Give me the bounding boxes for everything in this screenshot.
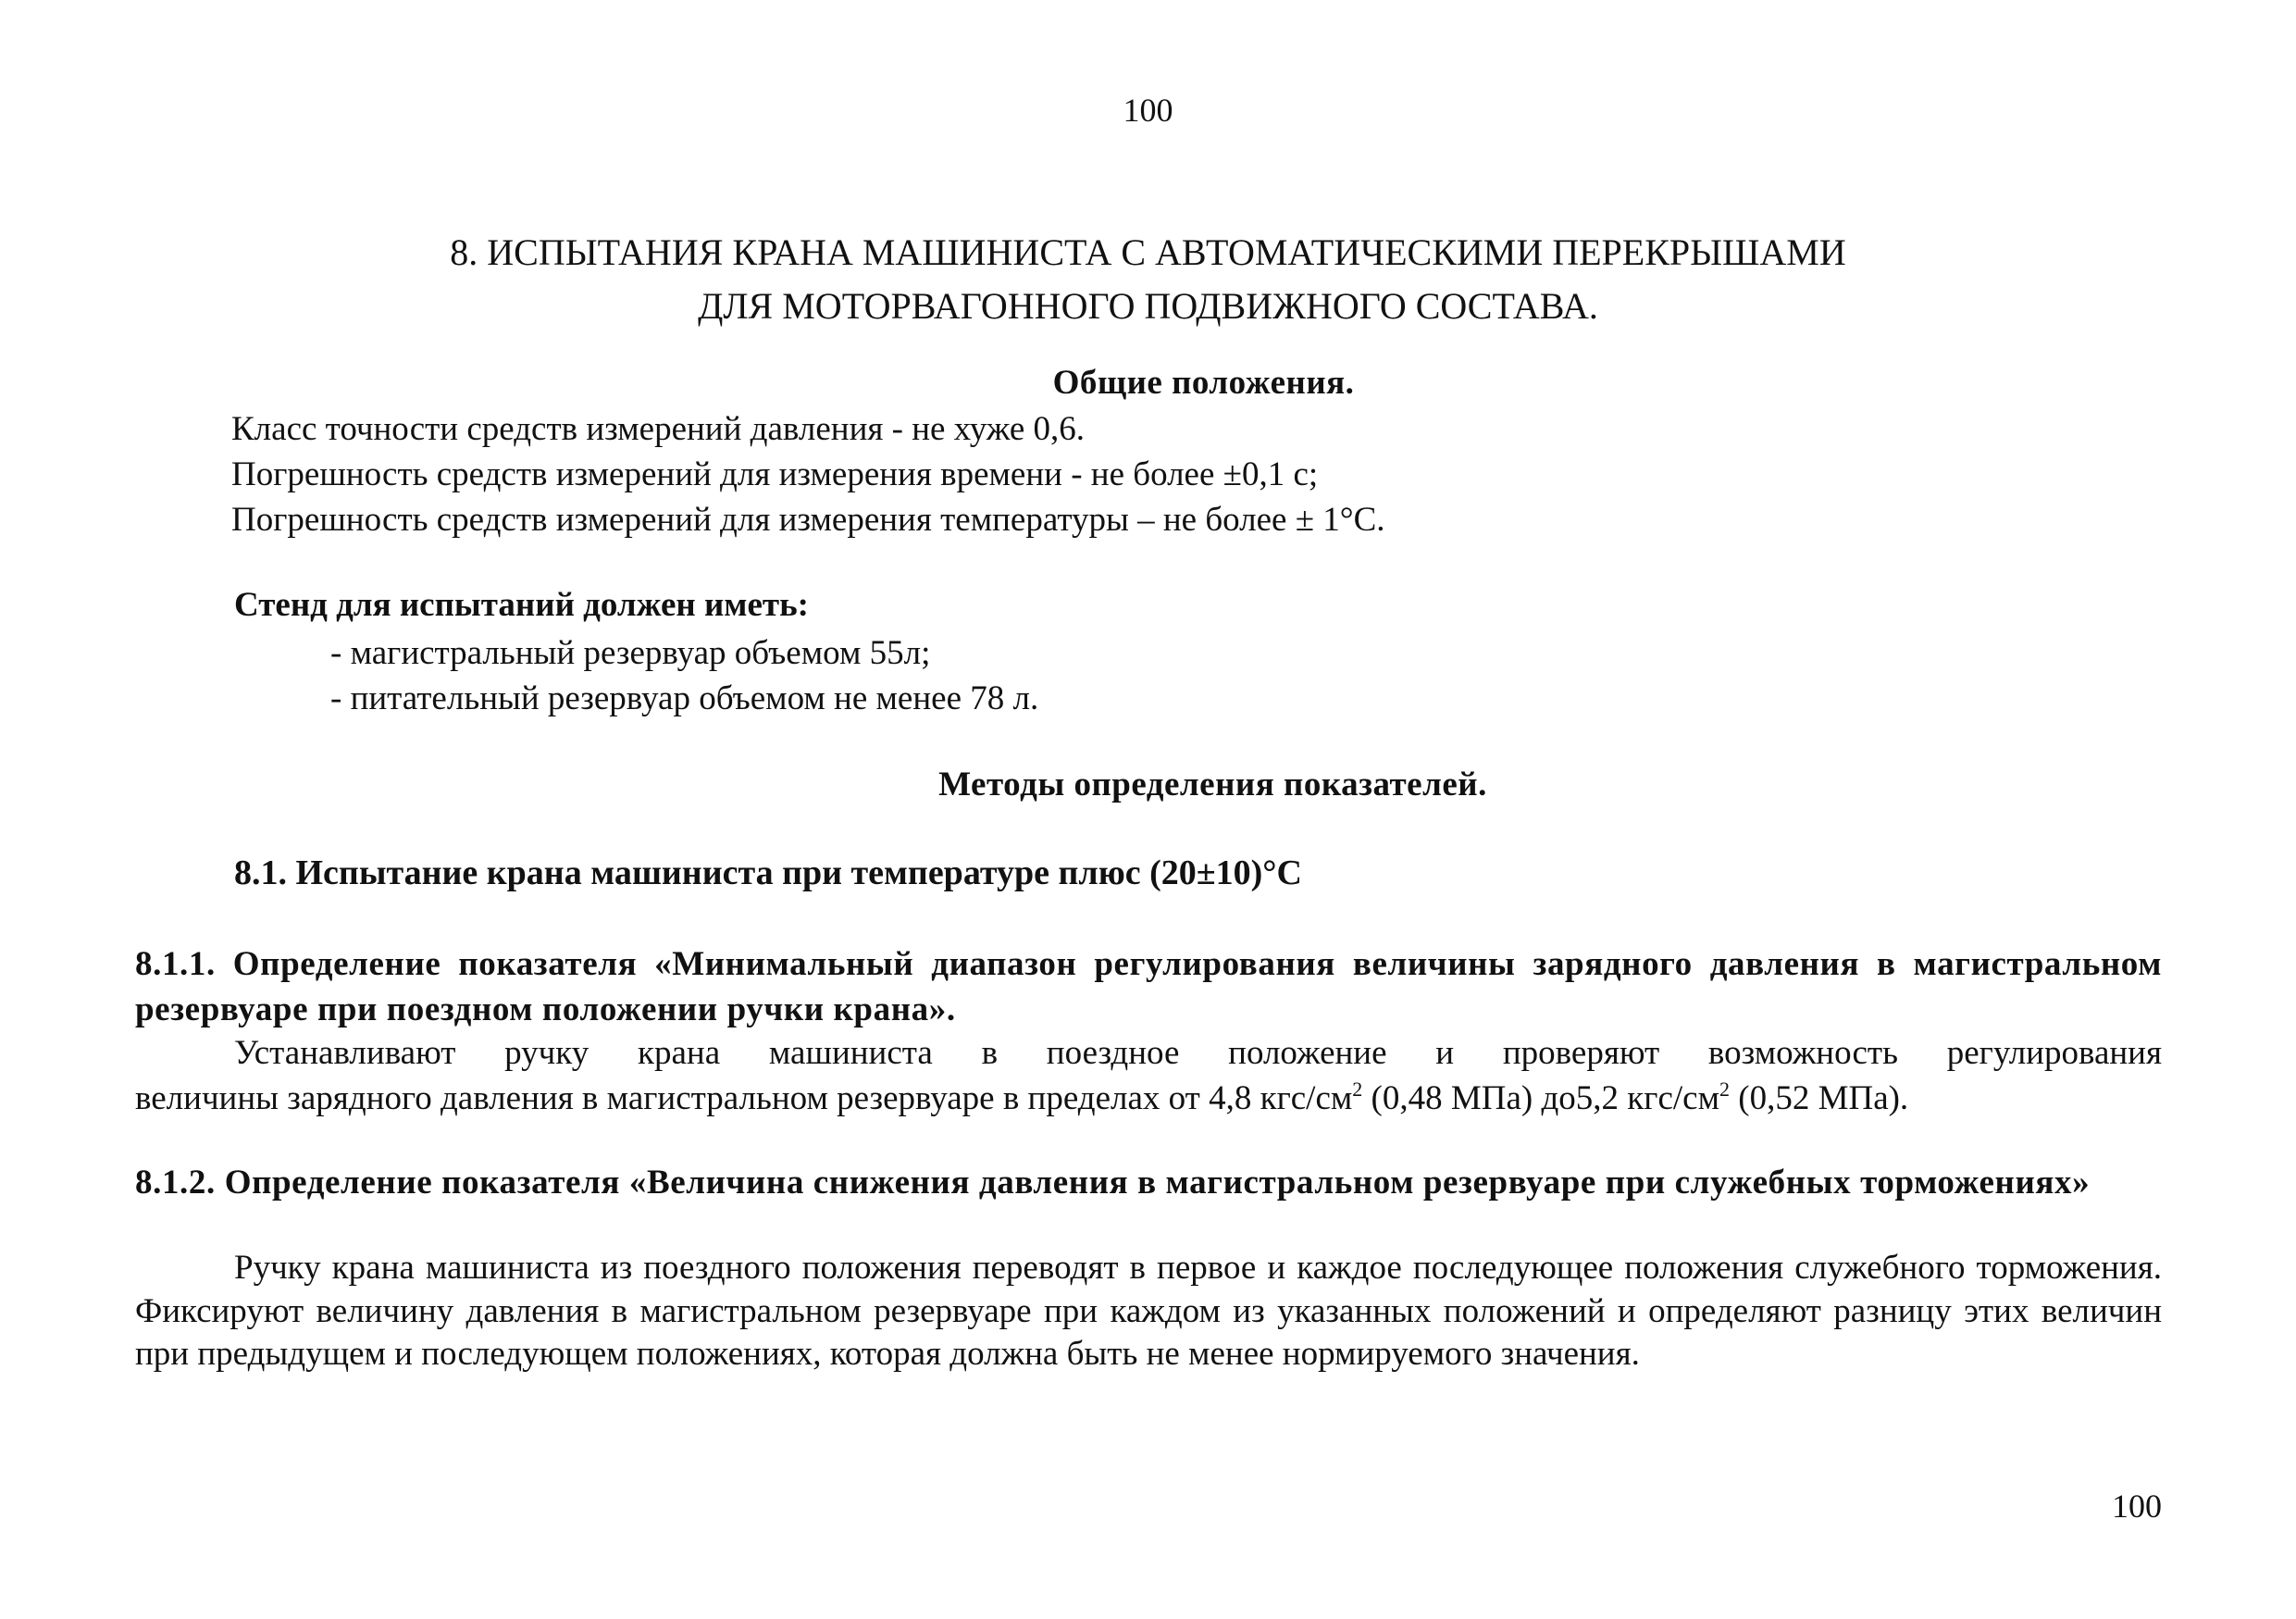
stand-requirements-list [330,630,1038,721]
temperature-error-line: Погрешность средств измерений для измерения температуры – не более ± 1°С. [231,501,1385,539]
section-8-1-2-title: 8.1.2. Определение показателя «Величина снижения давления в магистральном резервуаре при служебных торможениях» [135,1164,2091,1202]
section-8-1-1-line-1: Устанавливают ручку крана машиниста в поездное положение и проверяют возможность регулирования [234,1034,2162,1072]
page-number-top: 100 [1123,92,1173,129]
section-8-1-1-title: 8.1.1. Определение показателя «Минимальный диапазон регулирования величины зарядного давления в магистральном резервуаре при поездном положении ручки крана». [135,945,2162,1028]
stand-item-feed-reservoir: - питательный резервуар объемом не менее 78 л. [330,679,1039,717]
general-provisions-list [231,406,1385,542]
range-text-b: (0,48 МПа) до5,2 кгс/см [1362,1079,1719,1117]
section-8-1-1-line-2 [135,1076,2162,1121]
range-text-c: (0,52 МПа). [1730,1079,1909,1117]
methods-heading: Методы определения показателей. [938,766,1487,803]
stand-heading: Стенд для испытаний должен иметь: [234,586,809,624]
section-title-line-2: ДЛЯ МОТОРВАГОННОГО ПОДВИЖНОГО СОСТАВА. [698,285,1598,327]
range-text-a: величины зарядного давления в магистральном резервуаре в пределах от 4,8 кгс/см [135,1079,1353,1117]
section-8-1-title: 8.1. Испытание крана машиниста при температуре плюс (20±10)°С [234,853,1302,892]
time-error-line: Погрешность средств измерений для измерения времени - не более ±0,1 с; [231,455,1319,493]
section-title [185,226,2111,333]
superscript-2-a: 2 [1352,1077,1363,1101]
general-provisions-heading: Общие положения. [1052,364,1355,402]
stand-item-main-reservoir: - магистральный резервуар объемом 55л; [330,634,931,672]
section-8-1-2-text: Ручку крана машиниста из поездного положения переводят в первое и каждое последующее положения служебного торможения. Фиксируют величину давления в магистральном резервуаре при каждом из указанных положений и определяют разницу этих величин при предыдущем и последующем положениях, которая должна быть не менее нормируемого значения. [135,1249,2162,1373]
page-number-bottom: 100 [2112,1488,2162,1525]
section-8-1-1-text [135,1030,2162,1121]
accuracy-class-line: Класс точности средств измерений давления - не хуже 0,6. [231,410,1086,448]
section-title-line-1: 8. ИСПЫТАНИЯ КРАНА МАШИНИСТА С АВТОМАТИЧЕСКИМИ ПЕРЕКРЫШАМИ [450,231,1846,273]
superscript-2-b: 2 [1719,1077,1730,1101]
